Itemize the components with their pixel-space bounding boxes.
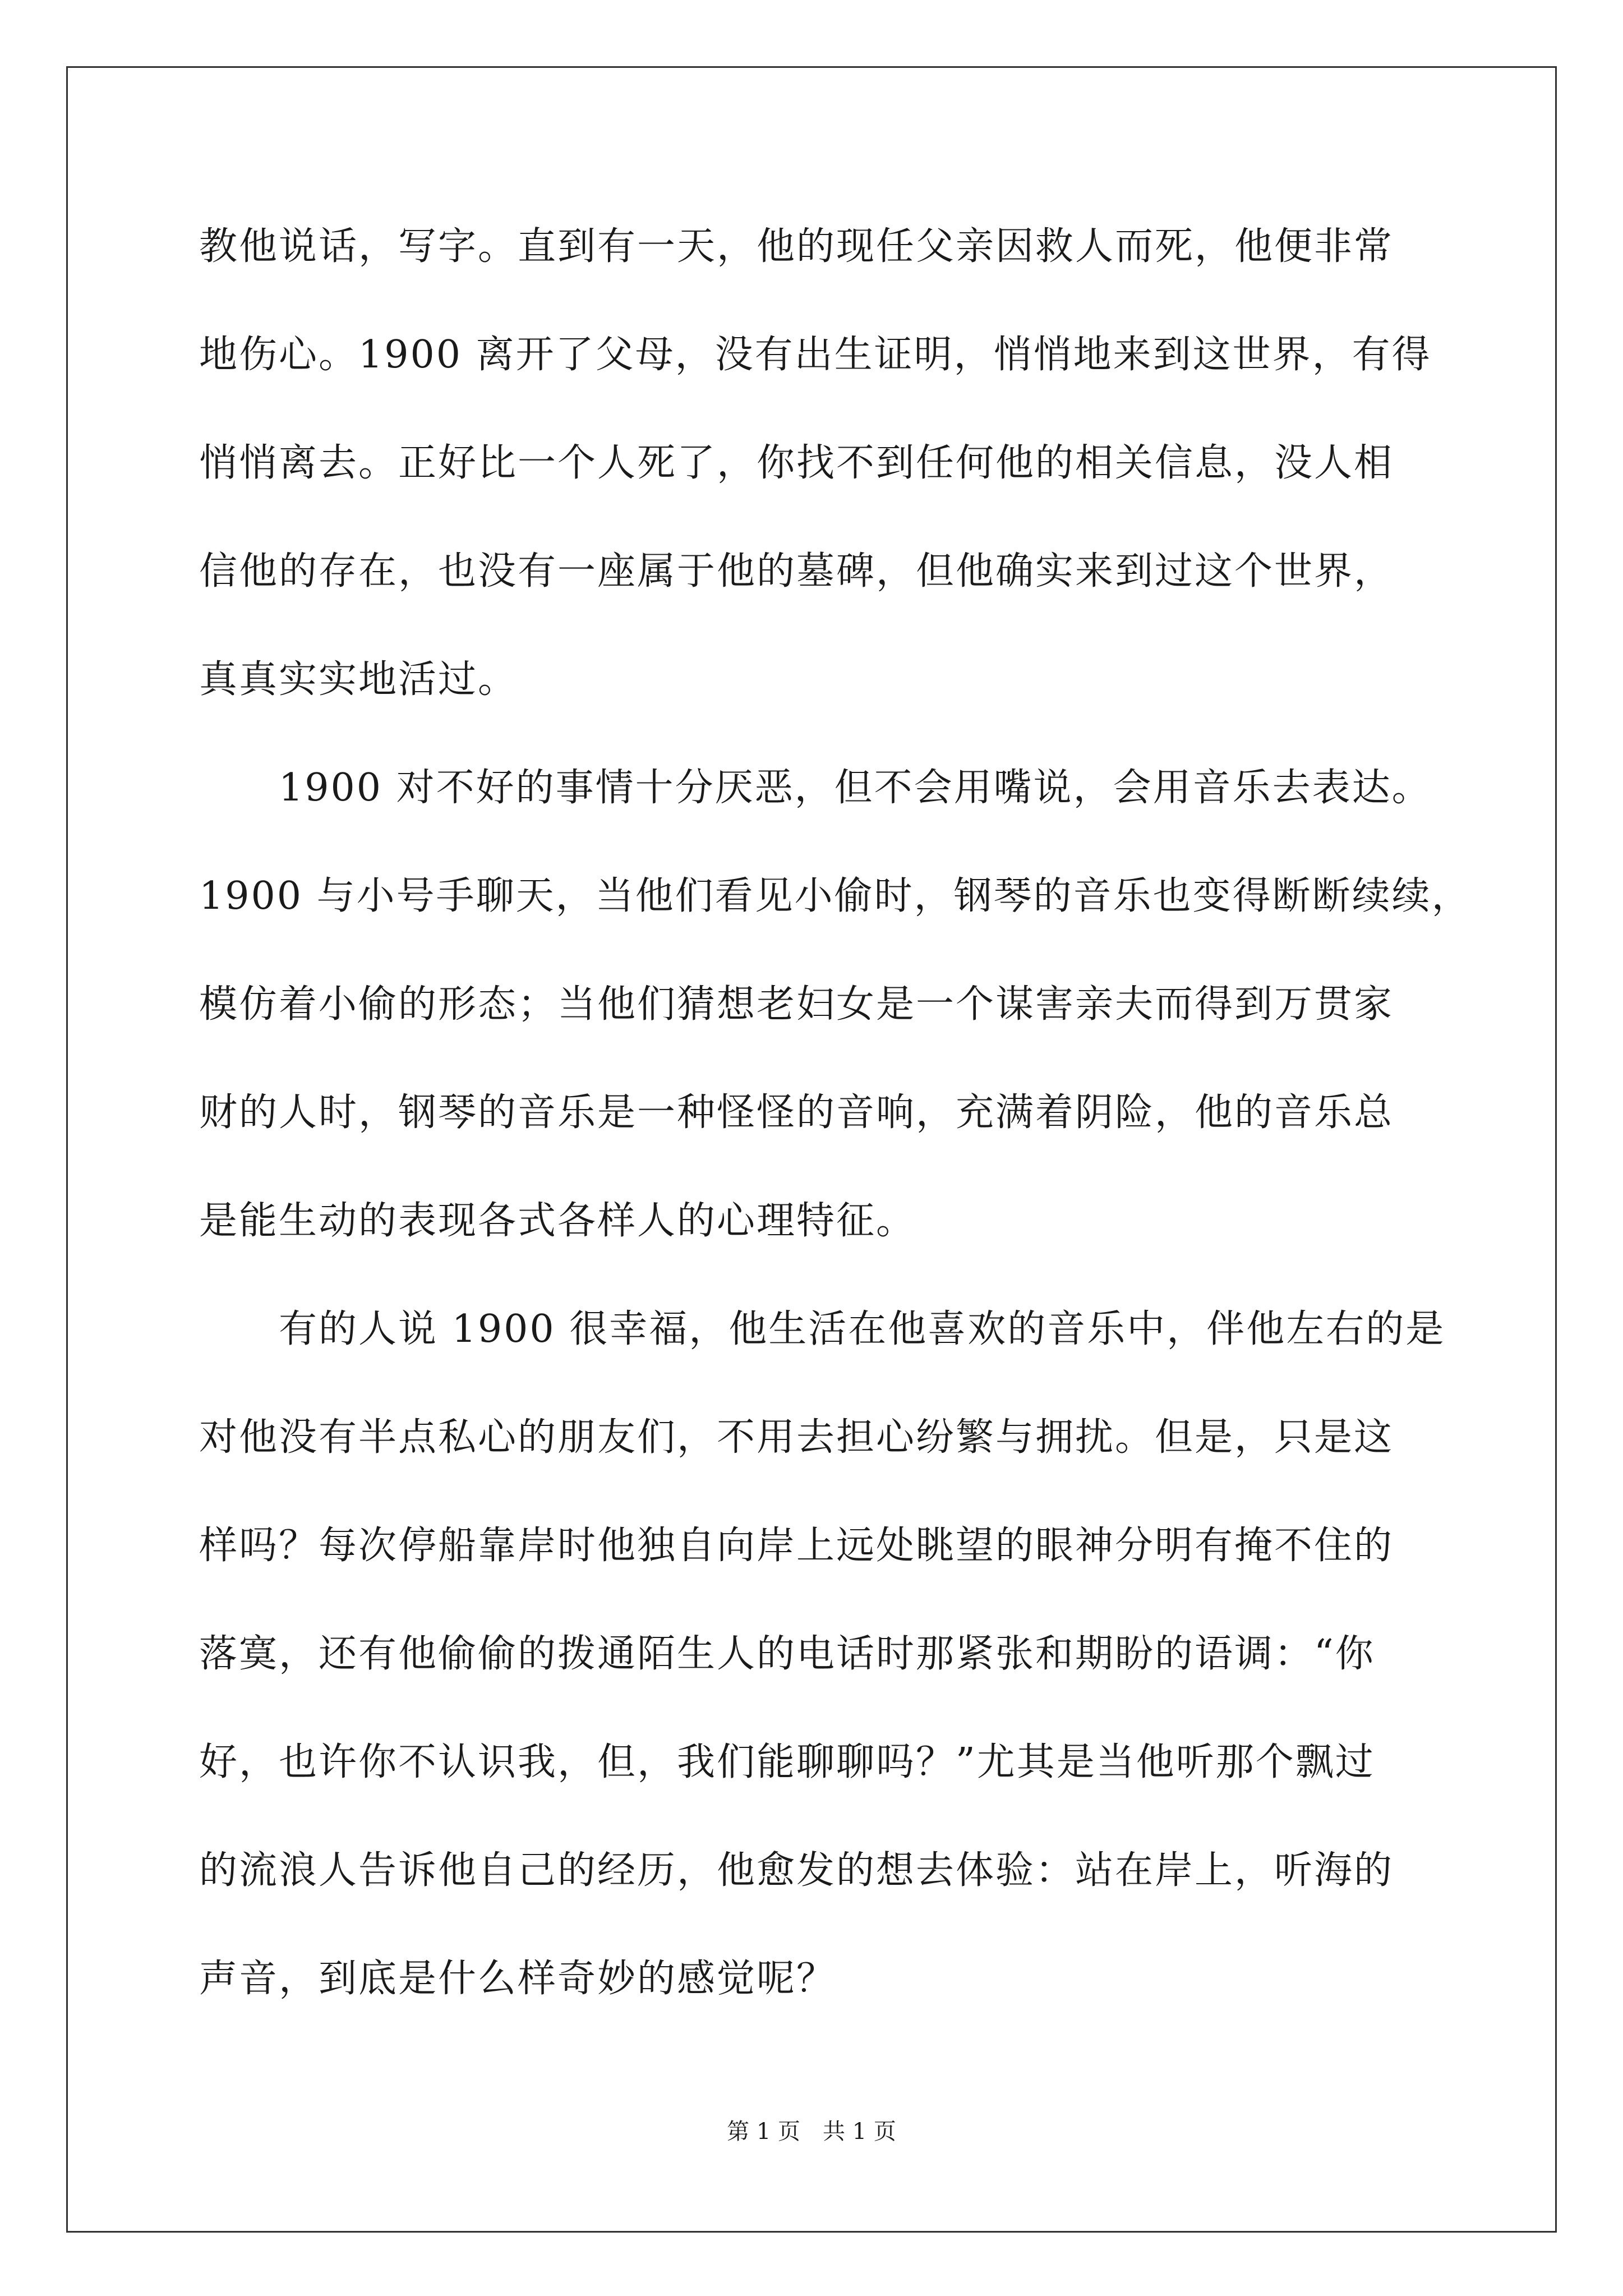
text-line: 真真实实地活过。 bbox=[199, 657, 518, 702]
text-line: 的流浪人告诉他自己的经历，他愈发的想去体验：站在岸上，听海的 bbox=[199, 1848, 1394, 1893]
text-line: 有的人说 1900 很幸福，他生活在他喜欢的音乐中，伴他左右的是 bbox=[199, 1307, 1446, 1351]
text-line: 对他没有半点私心的朋友们，不用去担心纷繁与拥扰。但是，只是这 bbox=[199, 1415, 1394, 1460]
text-line: 1900 与小号手聊天，当他们看见小偷时，钢琴的音乐也变得断断续续， bbox=[199, 874, 1472, 918]
page-border bbox=[66, 66, 1557, 2233]
text-line: 模仿着小偷的形态；当他们猜想老妇女是一个谋害亲夫而得到万贯家 bbox=[199, 982, 1394, 1027]
text-line: 1900 对不好的事情十分厌恶，但不会用嘴说，会用音乐去表达。 bbox=[199, 766, 1432, 810]
text-line: 信他的存在，也没有一座属于他的墓碑，但他确实来到过这个世界， bbox=[199, 549, 1394, 593]
page-footer: 第 1 页 共 1 页 bbox=[727, 2119, 896, 2145]
text-line: 落寞，还有他偷偷的拨通陌生人的电话时那紧张和期盼的语调：“你 bbox=[199, 1632, 1375, 1676]
text-line: 好，也许你不认识我，但，我们能聊聊吗？”尤其是当他听那个飘过 bbox=[199, 1740, 1375, 1784]
text-line: 教他说话，写字。直到有一天，他的现任父亲因救人而死，他便非常 bbox=[199, 224, 1394, 269]
text-line: 悄悄离去。正好比一个人死了，你找不到任何他的相关信息，没人相 bbox=[199, 441, 1394, 485]
text-line: 是能生动的表现各式各样人的心理特征。 bbox=[199, 1199, 916, 1243]
text-line: 声音，到底是什么样奇妙的感觉呢？ bbox=[199, 1957, 837, 2001]
text-line: 样吗？每次停船靠岸时他独自向岸上远处眺望的眼神分明有掩不住的 bbox=[199, 1524, 1394, 1568]
text-line: 地伤心。1900 离开了父母，没有出生证明，悄悄地来到这世界，有得 bbox=[199, 333, 1432, 377]
text-line: 财的人时，钢琴的音乐是一种怪怪的音响，充满着阴险，他的音乐总 bbox=[199, 1091, 1394, 1135]
